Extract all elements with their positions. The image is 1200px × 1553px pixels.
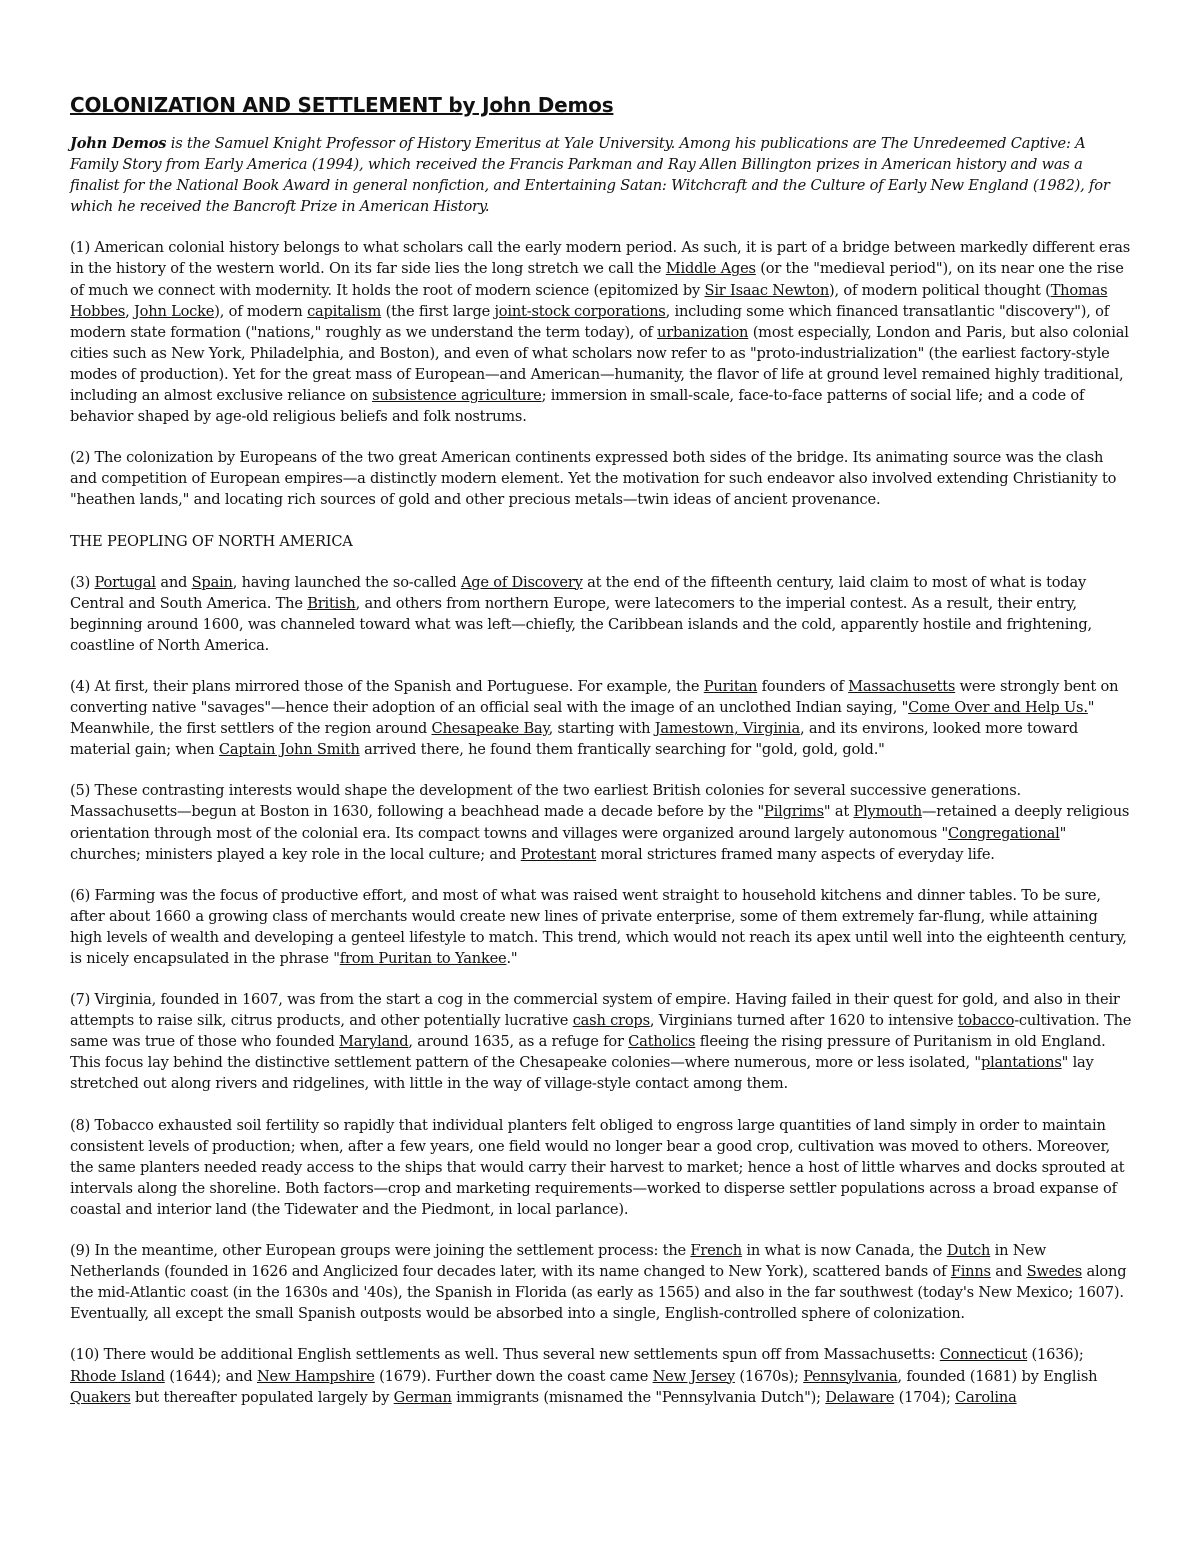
- section-heading: THE PEOPLING OF NORTH AMERICA: [70, 532, 353, 550]
- text-run: fleeing the rising pressure of Puritanism in old England. This focus lay behind the distinctive settlement pattern of the Chesapeake colonies—where numerous, more or less isolated, ": [70, 1033, 1106, 1072]
- text-run: , and its environs, looked more toward material gain; when: [70, 720, 1079, 759]
- text-run: (5) These contrasting interests would shape the development of the two earliest British colonies for several successive generations. Massachusetts—begun at Boston in 1630, following a beachhead made a decade before by the ": [70, 782, 1021, 821]
- hyperlink[interactable]: cash crops: [572, 1012, 650, 1030]
- hyperlink[interactable]: Age of Discovery: [460, 573, 583, 591]
- hyperlink[interactable]: Captain John Smith: [218, 741, 360, 759]
- paragraph: [70, 989, 1132, 1094]
- hyperlink[interactable]: Sir Isaac Newton: [704, 281, 830, 299]
- text-run: ), of modern political thought (: [829, 281, 1051, 299]
- hyperlink[interactable]: Spain: [191, 573, 233, 591]
- text-run: (8) Tobacco exhausted soil fertility so rapidly that individual planters felt obliged to engross large quantities of land simply in order to maintain consistent levels of production; when, after a few years, one field would no longer bear a good crop, cultivation was moved to others. Moreover, the same planters needed ready access to the ships that would carry their harvest to market; hence a host of little wharves and docks sprouted at intervals along the shoreline. Both factors—crop and marketing requirements—worked to disperse settler populations across a broad expanse of coastal and interior land (the Tidewater and the Piedmont, in local parlance).: [70, 1116, 1125, 1218]
- paragraph: [70, 237, 1132, 427]
- text-run: —retained a deeply religious orientation through most of the colonial era. Its compact towns and villages were organized around largely autonomous ": [70, 803, 1130, 842]
- hyperlink[interactable]: Finns: [950, 1263, 991, 1281]
- text-run: , and others from northern Europe, were latecomers to the imperial contest. As a result, their entry, beginning around 1600, was channeled toward what was left—chiefly, the Caribbean islands and the cold, apparently hostile and frightening, coastline of North America.: [70, 594, 1092, 654]
- text-run: " Meanwhile, the first settlers of the region around: [70, 699, 1095, 738]
- hyperlink[interactable]: Connecticut: [939, 1346, 1028, 1364]
- text-run: ; immersion in small-scale, face-to-face patterns of social life; and a code of behavior shaped by age-old religious beliefs and folk nostrums.: [70, 387, 1085, 426]
- hyperlink[interactable]: Dutch: [946, 1242, 991, 1260]
- text-run: , Virginians turned after 1620 to intensive: [649, 1012, 958, 1030]
- author-name: John Demos: [70, 135, 167, 152]
- text-run: " lay stretched out along rivers and ridgelines, with little in the way of village-style contact among them.: [70, 1054, 1094, 1093]
- paragraph: [70, 676, 1132, 760]
- hyperlink[interactable]: Portugal: [94, 573, 156, 591]
- hyperlink[interactable]: Carolina: [955, 1388, 1017, 1406]
- text-run: , including some which financed transatlantic "discovery"), of modern state formation ("nations," roughly as we understand the term today), of: [70, 302, 1109, 341]
- text-run: (1636);: [1027, 1346, 1084, 1364]
- text-run: , founded (1681) by English: [897, 1367, 1098, 1385]
- hyperlink[interactable]: British: [307, 594, 356, 612]
- text-run: (10) There would be additional English settlements as well. Thus several new settlements spun off from Massachusetts:: [70, 1346, 940, 1364]
- text-run: were strongly bent on converting native "savages"—hence their adoption of an official seal with the image of an unclothed Indian saying, ": [70, 677, 1119, 717]
- hyperlink[interactable]: German: [393, 1388, 452, 1406]
- text-run: arrived there, he found them frantically searching for "gold, gold, gold.": [359, 741, 885, 759]
- hyperlink[interactable]: French: [690, 1242, 742, 1260]
- hyperlink[interactable]: Plymouth: [853, 803, 922, 821]
- hyperlink[interactable]: plantations: [980, 1054, 1062, 1072]
- text-run: is the Samuel Knight Professor of History Emeritus at Yale University. Among his publications are The Unredeemed Captive: A Family Story from Early America (1994), which received the Francis Parkman and Ray Allen Billington prizes in American history and was a finalist for the National Book Award in general nonfiction, and Entertaining Satan: Witchcraft and the Culture of Early New England (1982), for which he received the Bancroft Prize in American History.: [70, 135, 1110, 216]
- text-run: (1704);: [894, 1388, 956, 1406]
- paragraph: [70, 1344, 1132, 1407]
- text-run: along the mid-Atlantic coast (in the 1630s and '40s), the Spanish in Florida (as early as 1565) and also in the far southwest (today's New Mexico; 1607). Eventually, all except the small Spanish outposts would be absorbed into a single, English-controlled sphere of colonization.: [70, 1263, 1127, 1323]
- text-run: and: [990, 1263, 1027, 1281]
- text-run: (the first large: [381, 302, 495, 320]
- text-run: (7) Virginia, founded in 1607, was from the start a cog in the commercial system of empire. Having failed in their quest for gold, and also in their attempts to raise silk, citrus products, and other potentially lucrative: [70, 991, 1120, 1030]
- text-run: (1670s);: [734, 1367, 804, 1385]
- text-run: (3): [70, 573, 95, 591]
- hyperlink[interactable]: Thomas Hobbes: [70, 281, 1108, 320]
- paragraph: [70, 447, 1132, 510]
- document-page: [70, 92, 1132, 1428]
- text-run: (1) American colonial history belongs to what scholars call the early modern period. As such, it is part of a bridge between markedly different eras in the history of the western world. On its far side lies the long stretch we call the: [70, 239, 1131, 278]
- text-run: (or the "medieval period"), on its near one the rise of much we connect with modernity. It holds the root of modern science (epitomized by: [70, 260, 1124, 299]
- hyperlink[interactable]: urbanization: [657, 323, 749, 341]
- hyperlink[interactable]: subsistence agriculture: [372, 387, 542, 405]
- text-run: , around 1635, as a refuge for: [408, 1033, 629, 1051]
- hyperlink[interactable]: Massachusetts: [848, 677, 956, 695]
- body-paragraphs: [70, 572, 1132, 1408]
- author-bio: [70, 133, 1132, 217]
- hyperlink[interactable]: Catholics: [628, 1033, 696, 1051]
- text-run: " churches; ministers played a key role in the local culture; and: [70, 824, 1067, 863]
- text-run: (1679). Further down the coast came: [374, 1367, 653, 1385]
- hyperlink[interactable]: New Jersey: [652, 1367, 735, 1385]
- paragraph: [70, 780, 1132, 864]
- document-title: COLONIZATION AND SETTLEMENT by John Demos: [70, 93, 614, 117]
- hyperlink[interactable]: John Locke: [134, 302, 215, 320]
- hyperlink[interactable]: from Puritan to Yankee: [339, 950, 507, 967]
- text-run: at the end of the fifteenth century, laid claim to most of what is today Central and South America. The: [70, 573, 1087, 612]
- text-run: , starting with: [548, 720, 655, 738]
- text-run: (4) At first, their plans mirrored those of the Spanish and Portuguese. For example, the: [70, 677, 704, 695]
- hyperlink[interactable]: Maryland: [339, 1033, 409, 1051]
- paragraph: [70, 1240, 1132, 1324]
- hyperlink[interactable]: tobacco: [957, 1012, 1015, 1030]
- text-run: (most especially, London and Paris, but also colonial cities such as New York, Philadelphia, and Boston), and even of what scholars now refer to as "proto-industrialization" (the earliest factory-style modes of production). Yet for the great mass of European—and American—humanity, the flavor of life at ground level remained highly traditional, including an almost exclusive reliance on: [70, 323, 1129, 405]
- hyperlink[interactable]: Jamestown, Virginia: [654, 720, 800, 738]
- paragraph: [70, 885, 1132, 969]
- text-run: (1644); and: [164, 1367, 257, 1385]
- hyperlink[interactable]: Middle Ages: [665, 260, 756, 278]
- text-run: founders of: [757, 677, 849, 695]
- text-run: ,: [125, 302, 135, 320]
- text-run: (6) Farming was the focus of productive effort, and most of what was raised went straight to household kitchens and dinner tables. To be sure, after about 1660 a growing class of merchants would create new lines of private enterprise, some of them extremely far-flung, while attaining high levels of wealth and developing a genteel lifestyle to match. This trend, which would not reach its apex until well into the eighteenth century, is nicely encapsulated in the phrase ": [70, 886, 1127, 967]
- text-run: ), of modern: [214, 302, 308, 320]
- hyperlink[interactable]: Congregational: [948, 824, 1060, 842]
- hyperlink[interactable]: New Hampshire: [256, 1367, 375, 1385]
- hyperlink[interactable]: Rhode Island: [70, 1367, 165, 1385]
- hyperlink[interactable]: capitalism: [307, 302, 382, 320]
- text-run: in New Netherlands (founded in 1626 and Anglicized four decades later, with its name changed to New York), scattered bands of: [70, 1242, 1047, 1281]
- hyperlink[interactable]: Protestant: [520, 845, 597, 863]
- hyperlink[interactable]: joint-stock corporations: [494, 302, 666, 320]
- text-run: immigrants (misnamed the "Pennsylvania Dutch");: [451, 1388, 826, 1406]
- hyperlink[interactable]: Pilgrims: [764, 803, 824, 821]
- hyperlink[interactable]: Puritan: [703, 677, 758, 695]
- text-run: .": [506, 950, 518, 967]
- hyperlink[interactable]: Delaware: [825, 1388, 895, 1406]
- text-run: moral strictures framed many aspects of everyday life.: [596, 845, 995, 863]
- hyperlink[interactable]: Pennsylvania: [803, 1367, 898, 1385]
- hyperlink[interactable]: Quakers: [70, 1388, 131, 1406]
- text-run: but thereafter populated largely by: [130, 1388, 394, 1406]
- text-run: and: [155, 573, 192, 591]
- intro-paragraphs: [70, 237, 1132, 510]
- hyperlink[interactable]: Chesapeake Bay: [431, 720, 549, 738]
- paragraph: [70, 572, 1132, 656]
- text-run: " at: [823, 803, 854, 821]
- hyperlink[interactable]: Swedes: [1026, 1263, 1082, 1281]
- text-run: (9) In the meantime, other European groups were joining the settlement process: the: [70, 1242, 691, 1260]
- text-run: -cultivation. The same was true of those who founded: [70, 1012, 1132, 1051]
- paragraph: [70, 1115, 1132, 1220]
- text-run: in what is now Canada, the: [741, 1242, 947, 1260]
- text-run: , having launched the so-called: [232, 573, 461, 591]
- text-run: (2) The colonization by Europeans of the two great American continents expressed both sides of the bridge. Its animating source was the clash and competition of European empires—a distinctly modern element. Yet the motivation for such endeavor also involved extending Christianity to "heathen lands," and locating rich sources of gold and other precious metals—twin ideas of ancient provenance.: [70, 449, 1117, 509]
- hyperlink[interactable]: Come Over and Help Us.: [908, 699, 1088, 717]
